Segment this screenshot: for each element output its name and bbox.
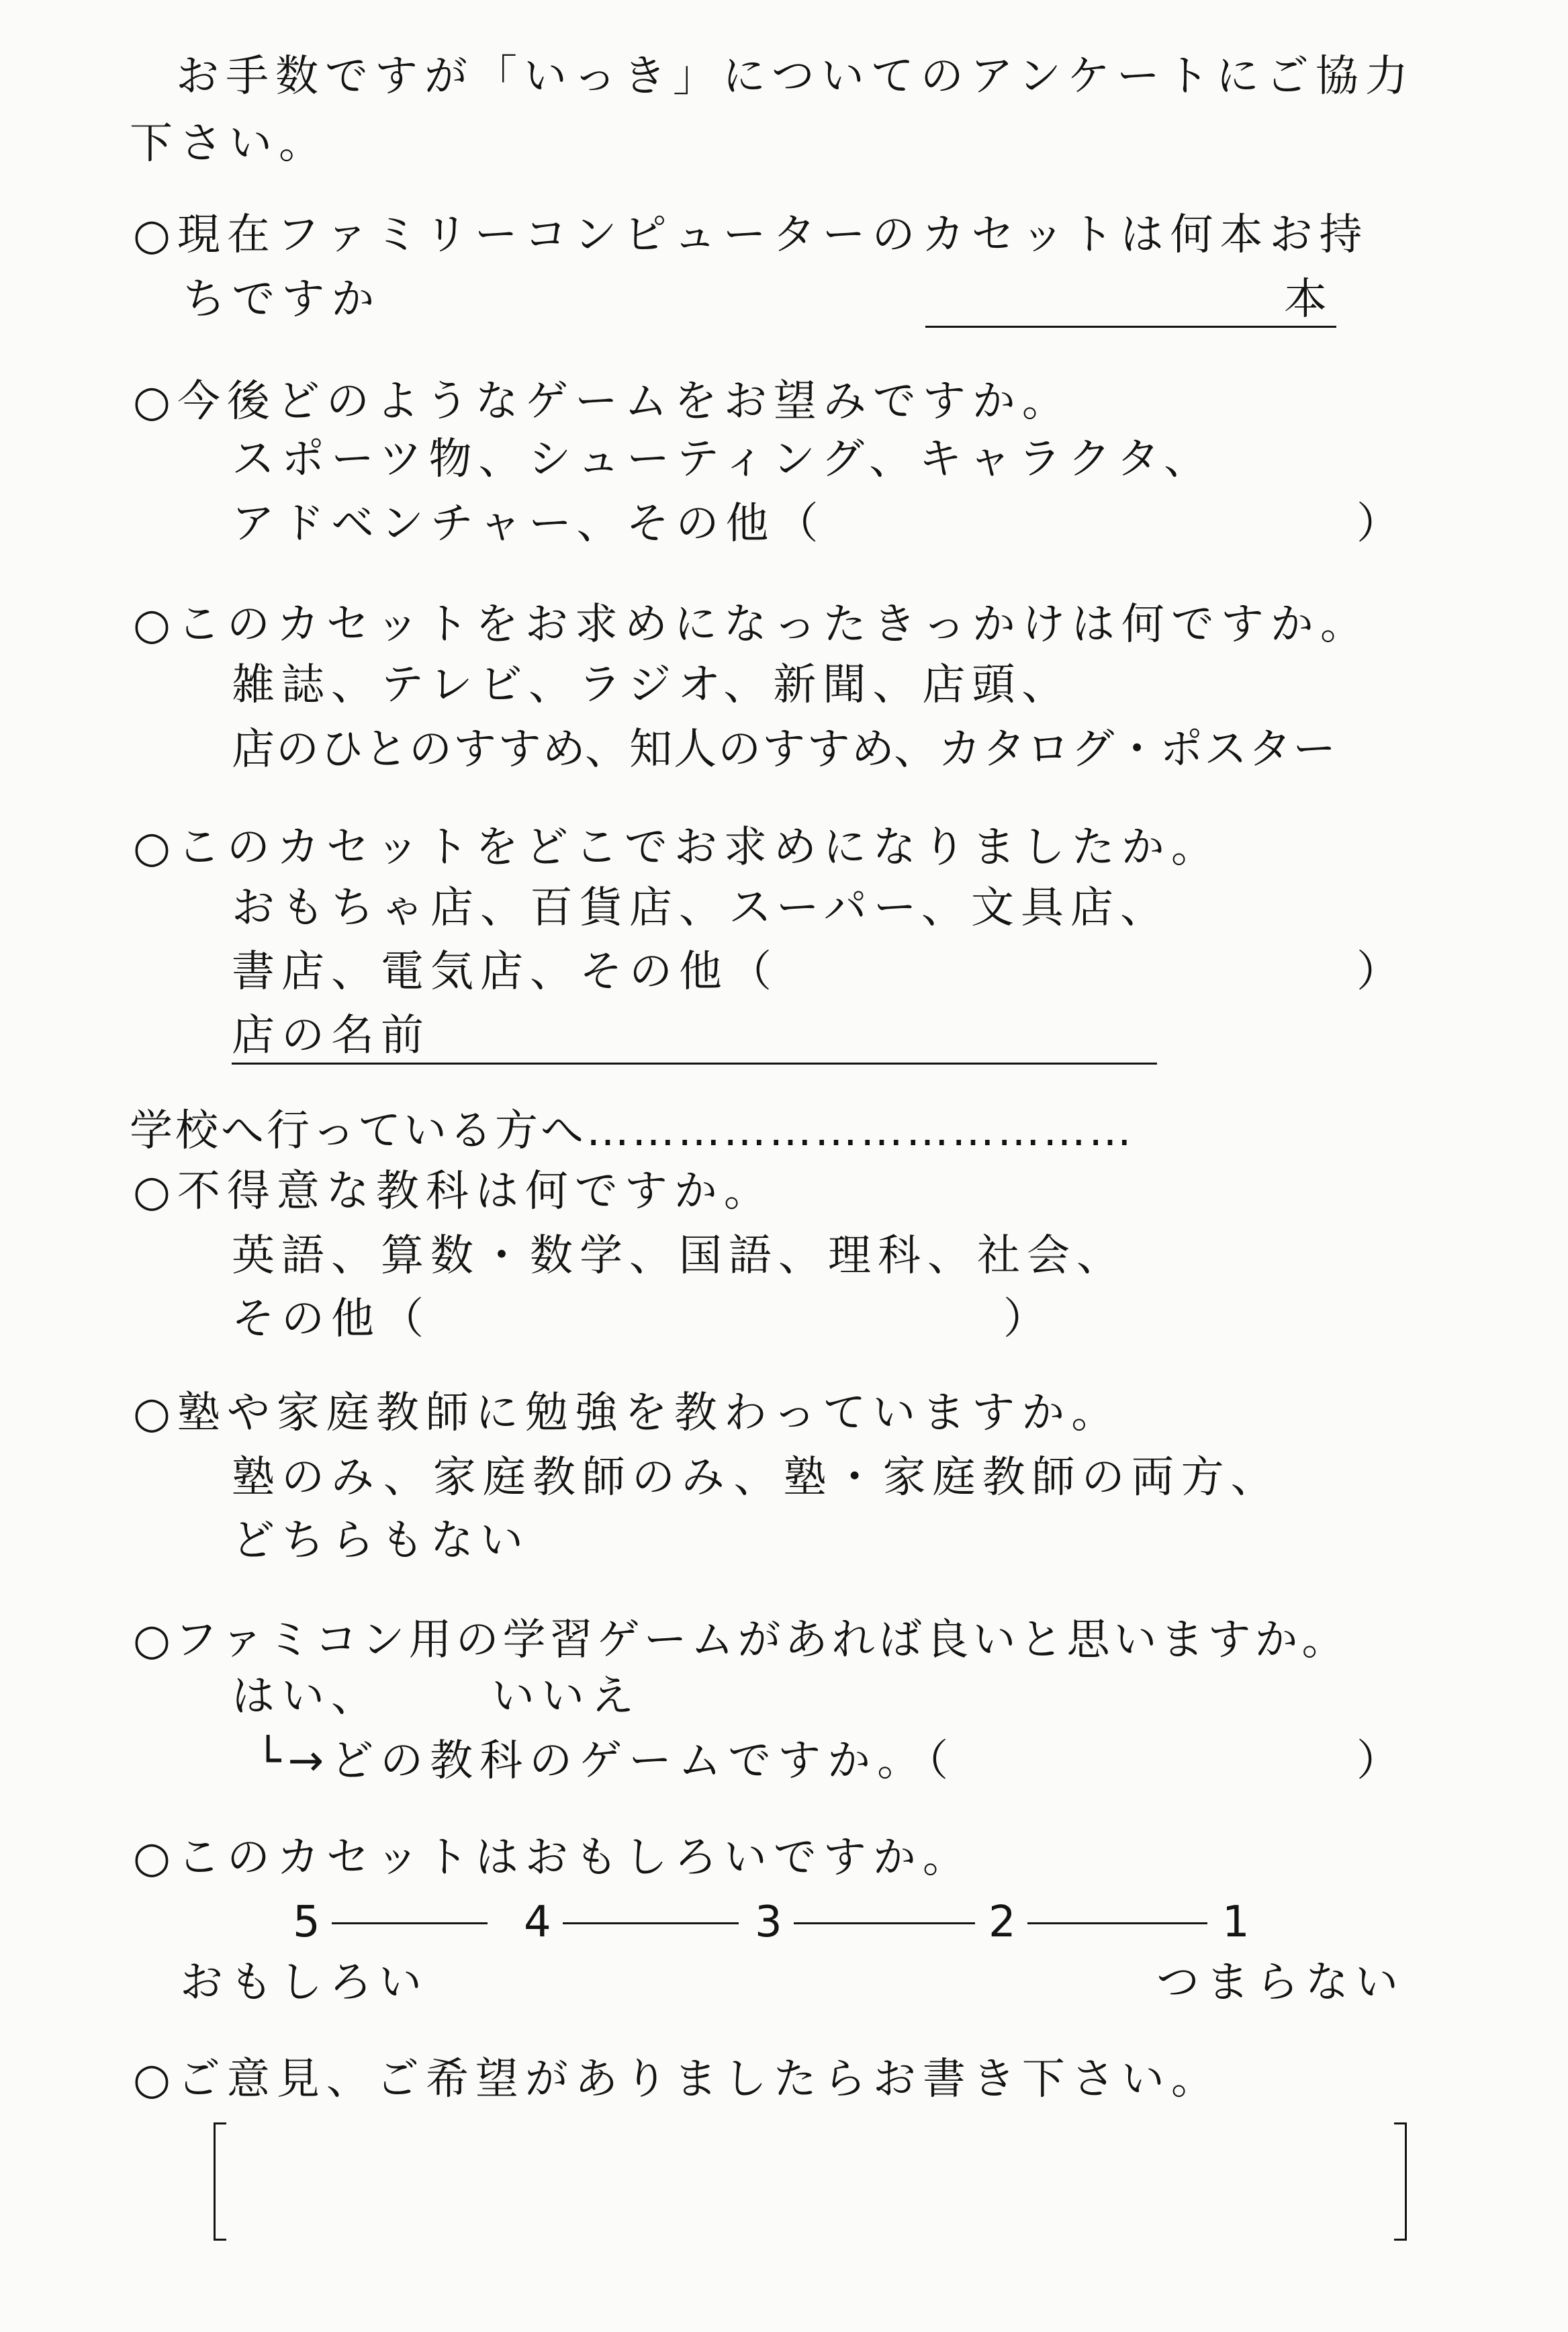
q5-options-line-2: その他（ xyxy=(232,1294,430,1344)
q6-question: ○塾や家庭教師に勉強を教わっていますか。 xyxy=(133,1388,1121,1438)
q5-close-paren: ） xyxy=(1003,1294,1053,1344)
q2-options-line-1: スポーツ物、シューティング、キャラクタ、 xyxy=(232,435,1214,484)
q8-scale-1[interactable]: 1 xyxy=(1222,1897,1250,1947)
q8-scale-connector xyxy=(563,1922,739,1924)
q2-close-paren: ） xyxy=(1356,499,1406,549)
q1-question-line-1: ○現在ファミリーコンピューターのカセットは何本お持 xyxy=(133,210,1369,260)
q8-scale-2[interactable]: 2 xyxy=(988,1897,1016,1947)
q8-scale-connector xyxy=(1027,1922,1207,1924)
q4-question: ○このカセットをどこでお求めになりましたか。 xyxy=(133,823,1221,872)
q4-store-name-label: 店の名前 xyxy=(232,1011,430,1061)
q4-close-paren: ） xyxy=(1356,947,1406,997)
comment-box-area[interactable] xyxy=(228,2126,1390,2233)
q4-options-line-2: 書店、電気店、その他（ xyxy=(232,947,778,997)
q6-options-line-1: 塾のみ、家庭教師のみ、塾・家庭教師の両方、 xyxy=(232,1453,1281,1503)
q3-options-line-1: 雑誌、テレビ、ラジオ、新聞、店頭、 xyxy=(232,660,1072,710)
intro-line-2: 下さい。 xyxy=(130,119,328,169)
q4-store-name-line[interactable] xyxy=(232,1063,1157,1065)
q8-scale-connector xyxy=(332,1922,488,1924)
q8-scale-3[interactable]: 3 xyxy=(755,1897,782,1947)
q2-options-line-2: アドベンチャー、その他（ xyxy=(232,499,825,549)
q7-question: ○ファミコン用の学習ゲームがあれば良いと思いますか。 xyxy=(133,1615,1349,1665)
comment-box-right-bracket xyxy=(1394,2122,1407,2241)
q2-question: ○今後どのようなゲームをお望みですか。 xyxy=(133,377,1072,427)
intro-line-1: お手数ですが「いっき」についてのアンケートにご協力 xyxy=(176,52,1415,101)
q5-options-line-1: 英語、算数・数学、国語、理科、社会、 xyxy=(232,1231,1126,1281)
q4-options-line-1: おもちゃ店、百貨店、スーパー、文具店、 xyxy=(232,883,1170,933)
section-heading: 学校へ行っている方へ……………………………… xyxy=(130,1106,1134,1156)
q1-unit-label: 本 xyxy=(1284,275,1334,324)
q7-followup: └→どの教科のゲームですか。（ xyxy=(255,1736,956,1786)
q1-question-line-2: ちですか xyxy=(183,275,381,324)
q3-options-line-2: 店のひとのすすめ、知人のすすめ、カタログ・ポスター xyxy=(232,725,1338,774)
q8-scale-5[interactable]: 5 xyxy=(293,1897,320,1947)
q8-question: ○このカセットはおもしろいですか。 xyxy=(133,1833,972,1883)
q7-close-paren: ） xyxy=(1356,1736,1406,1786)
q1-answer-line[interactable] xyxy=(925,326,1336,328)
comment-box-left-bracket xyxy=(214,2122,226,2241)
q8-scale-4[interactable]: 4 xyxy=(524,1897,551,1947)
q7-option-yes[interactable]: はい、 xyxy=(232,1672,381,1721)
q8-scale-connector xyxy=(794,1922,975,1924)
q8-high-label: おもしろい xyxy=(180,1958,428,2008)
q8-low-label: つまらない xyxy=(1156,1958,1405,2008)
q7-option-no[interactable]: いいえ xyxy=(492,1672,641,1721)
q5-question: ○不得意な教科は何ですか。 xyxy=(133,1167,774,1216)
q3-question: ○このカセットをお求めになったきっかけは何ですか。 xyxy=(133,600,1370,649)
q9-question: ○ご意見、ご希望がありましたらお書き下さい。 xyxy=(133,2055,1221,2104)
q6-options-line-2: どちらもない xyxy=(232,1516,530,1566)
